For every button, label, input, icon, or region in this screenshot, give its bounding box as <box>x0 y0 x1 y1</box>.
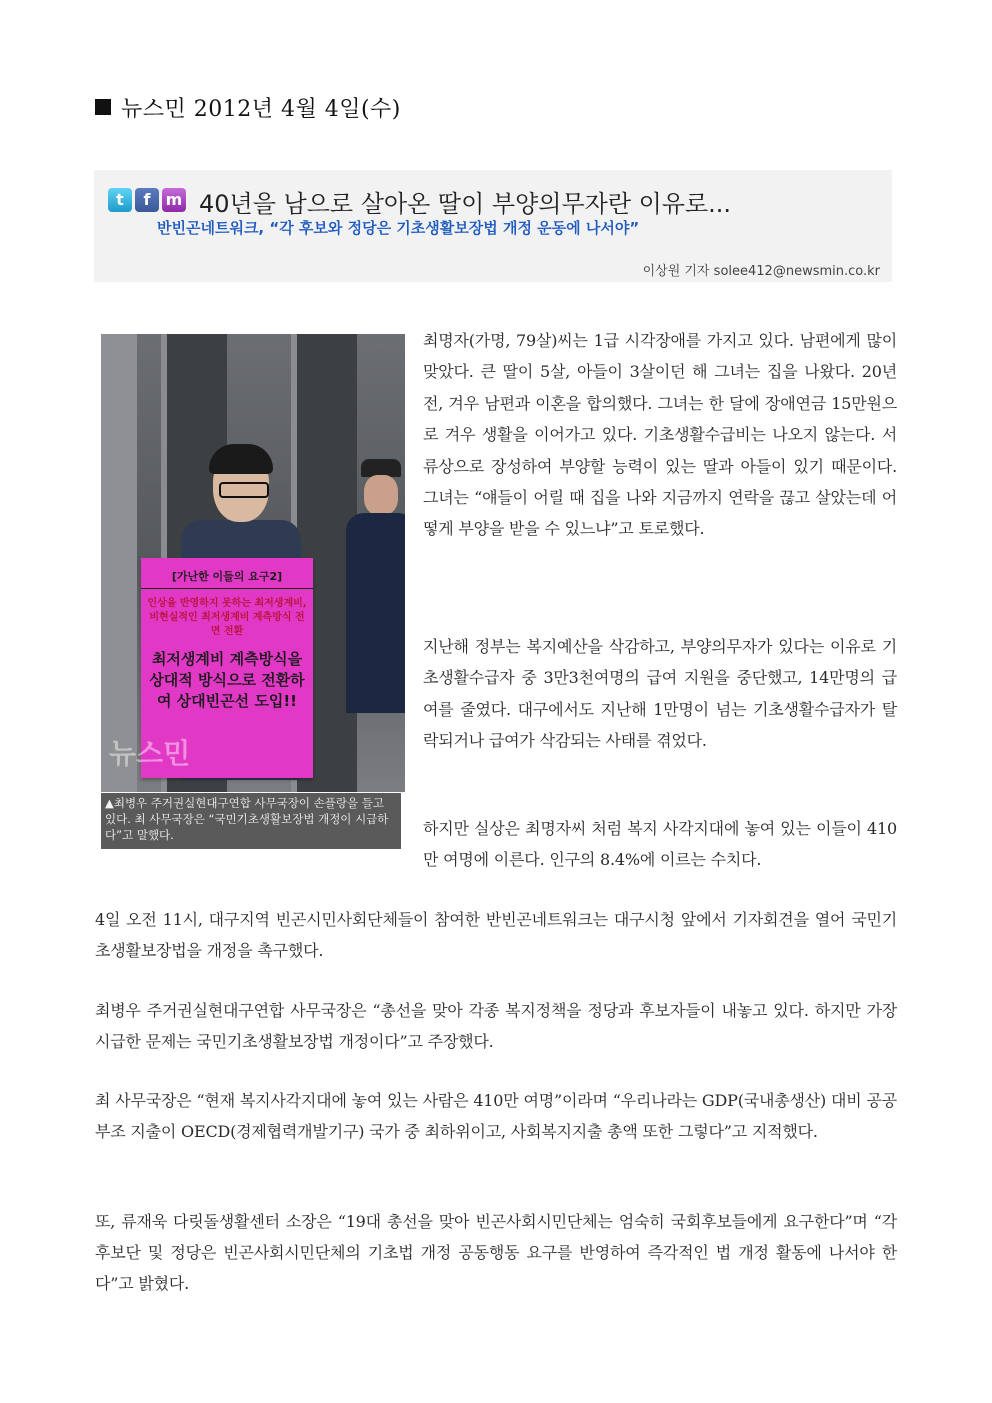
photo-guard <box>346 459 405 699</box>
article-subhead: 반빈곤네트워크, “각 후보와 정당은 기초생활보장법 개정 운동에 나서야” <box>157 219 640 237</box>
twitter-icon[interactable]: t <box>108 188 132 212</box>
article-paragraph-2: 지난해 정부는 복지예산을 삭감하고, 부양의무자가 있다는 이유로 기초생활수급자 중 3만3천여명의 급여 지원을 중단했고, 14만명의 급여를 줄였다. 대구에서도 지난해 1만명이 넘는 기초생활수급자가 탈락되거나 급여가 삭감되는 사태를 겪었다. <box>423 637 897 751</box>
placard-slogan: 최저생계비 계측방식을 상대적 방식으로 전환하여 상대빈곤선 도입!! <box>149 650 305 710</box>
me2day-icon[interactable]: m <box>162 188 186 212</box>
reporter-byline: 이상원 기자 solee412@newsmin.co.kr <box>642 264 880 279</box>
photo-pillar <box>101 334 137 792</box>
share-icons <box>108 188 186 212</box>
placard-subtitle: 인상을 반영하지 못하는 최저생계비, 비현실적인 최저생계비 계측방식 전면 전환 <box>147 598 307 637</box>
article-paragraph-6: 최 사무국장은 “현재 복지사각지대에 놓여 있는 사람은 410만 여명”이라며 “우리나라는 GDP(국내총생산) 대비 공공부조 지출이 OECD(경제협력개발기구) 국가 중 최하위이고, 사회복지지출 총액 또한 그렇다”고 지적했다. <box>95 1091 897 1141</box>
article-paragraph-1: 최명자(가명, 79살)씨는 1급 시각장애를 가지고 있다. 남편에게 많이 맞았다. 큰 딸이 5살, 아들이 3살이던 해 그녀는 집을 나왔다. 20년 전, 겨우 남편과 이혼을 합의했다. 그녀는 한 달에 장애연금 15만원으로 겨우 생활을 이어가고 있다. 기초생활수급비는 나오지 않는다. 서류상으로 장성하여 부양할 능력이 있는 딸과 아들이 있기 때문이다. 그녀는 “얘들이 어릴 때 집을 나와 지금까지 연락을 끊고 살았는데 어떻게 부양을 받을 수 있느냐”고 토로했다. <box>423 331 897 539</box>
photo-caption: ▲최병우 주거권실현대구연합 사무국장이 손플랑을 들고 있다. 최 사무국장은 “국민기초생활보장법 개정이 시급하다”고 말했다. <box>101 793 401 849</box>
square-bullet-icon <box>95 99 111 115</box>
page-header <box>95 92 401 123</box>
article-paragraph-3: 하지만 실상은 최명자씨 처럼 복지 사각지대에 놓여 있는 이들이 410만 여명에 이른다. 인구의 8.4%에 이르는 수치다. <box>423 819 897 870</box>
article-paragraph-5: 최병우 주거권실현대구연합 사무국장은 “총선을 맞아 각종 복지정책을 정당과 후보자들이 내놓고 있다. 하지만 가장 시급한 문제는 국민기초생활보장법 개정이다”고 주장했다. <box>95 1001 897 1051</box>
article-banner <box>94 170 892 282</box>
placard-title: [가난한 이들의 요구2] <box>141 568 313 589</box>
article-headline: 40년을 남으로 살아온 딸이 부양의무자란 이유로... <box>199 190 732 218</box>
article-paragraph-7: 또, 류재욱 다릿돌생활센터 소장은 “19대 총선을 맞아 빈곤사회시민단체는 엄숙히 국회후보들에게 요구한다”며 “각 후보단 및 정당은 빈곤사회시민단체의 기초법 개정 공동행동 요구를 반영하여 즉각적인 법 개정 활동에 나서야 한다”고 밝혔다. <box>95 1212 897 1293</box>
article-photo <box>101 334 405 792</box>
photo-watermark: 뉴스민 <box>109 737 191 770</box>
header-date-text: 뉴스민 2012년 4월 4일(수) <box>121 97 401 122</box>
article-paragraph-4: 4일 오전 11시, 대구지역 빈곤시민사회단체들이 참여한 반빈곤네트워크는 대구시청 앞에서 기자회견을 열어 국민기초생활보장법을 개정을 촉구했다. <box>95 910 897 960</box>
facebook-icon[interactable]: f <box>135 188 159 212</box>
